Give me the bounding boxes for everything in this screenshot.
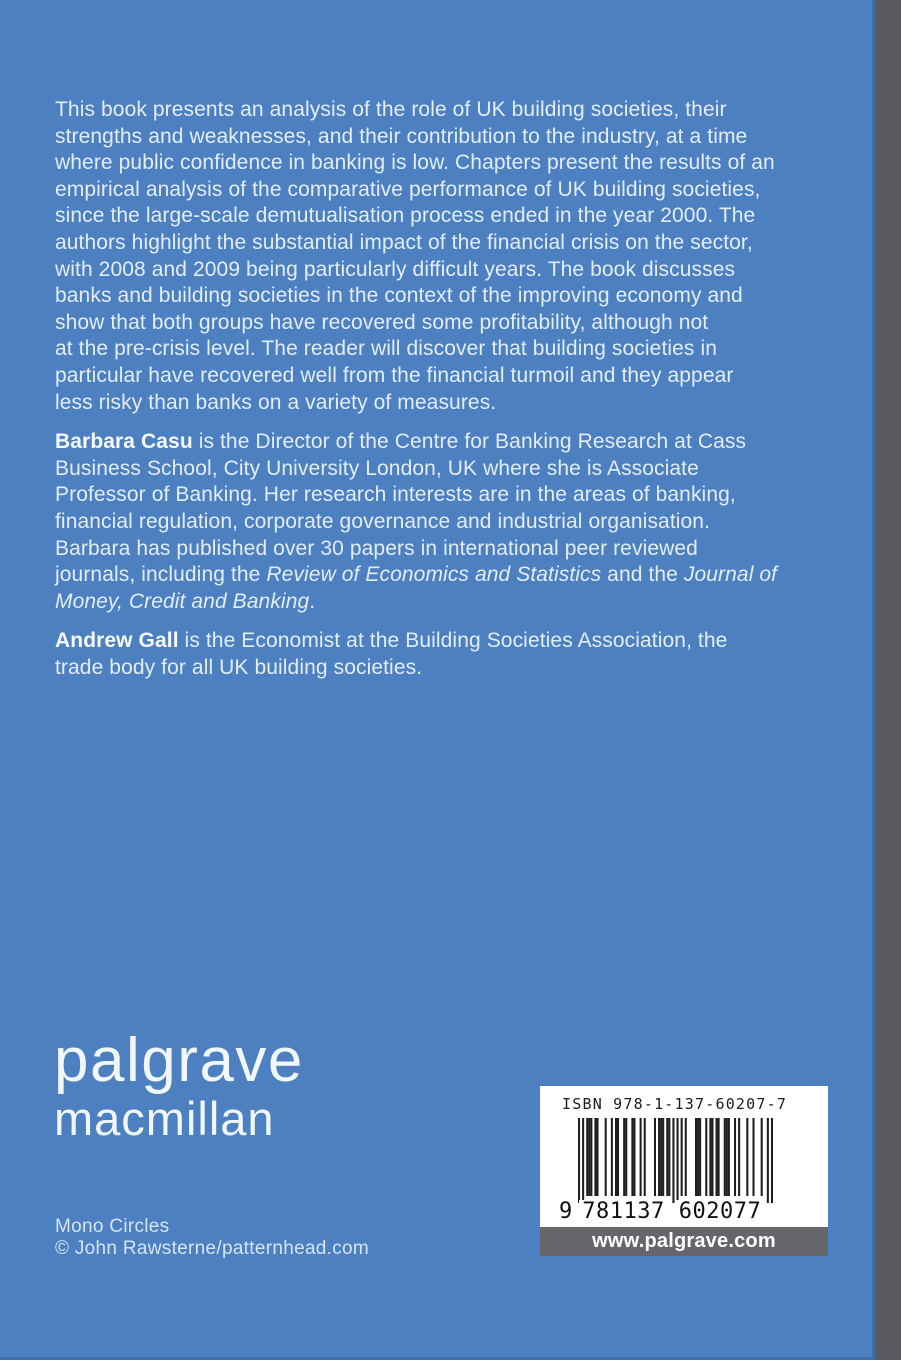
text-segment: Barbara Casu [55,430,193,454]
text-segment: is the Director of the Centre for Banking Research at Cass [192,430,747,454]
barcode-panel [540,1086,828,1227]
logo-palgrave: palgrave [54,1026,304,1095]
text-segment: . [309,589,316,613]
blurb-line [55,124,777,151]
isbn-label: ISBN 978-1-137-60207-7 [562,1095,788,1113]
credit-pattern-name: Mono Circles [55,1216,170,1237]
blurb-line [55,336,777,363]
blurb-line [55,283,777,310]
text-segment: particular have recovered well from the financial turmoil and they appear [55,363,734,387]
blurb-line [55,230,777,257]
cover-art-credit [55,1216,369,1260]
blurb-line [55,363,777,390]
barcode-digits-right: 602077 [676,1200,764,1224]
blurb-line [55,509,777,536]
text-segment: journals, including the [55,563,267,587]
text-segment: financial regulation, corporate governance and industrial organisation. [55,509,711,533]
text-segment: less risky than banks on a variety of measures. [55,390,497,414]
barcode-system-digit: 9 [559,1199,573,1224]
barcode-bars [578,1118,773,1203]
text-segment: show that both groups have recovered some profitability, although not [55,310,709,334]
spine-edge-strip [872,0,901,1360]
publisher-logo [54,1024,304,1144]
blurb-line [55,203,777,230]
text-segment: and the [601,563,684,587]
text-segment: Business School, City University London, UK where she is Associate [55,456,699,480]
text-segment: This book presents an analysis of the role of UK building societies, their [55,98,727,121]
blurb-line [55,177,777,204]
text-segment: since the large-scale demutualisation process ended in the year 2000. The [55,204,756,228]
text-segment: Barbara has published over 30 papers in international peer reviewed [55,536,698,560]
blurb-line [55,97,777,124]
text-segment: strengths and weaknesses, and their contribution to the industry, at a time [55,124,748,148]
blurb-line [55,562,777,589]
text-segment: Journal of [683,563,778,587]
blurb-paragraph [55,97,777,416]
text-segment: Review of Economics and Statistics [266,563,602,587]
blurb-line [55,310,777,337]
blurb-line [55,628,777,655]
text-segment: is the Economist at the Building Societies Association, the [178,629,728,653]
text-segment: at the pre-crisis level. The reader will discover that building societies in [55,337,718,361]
blurb-line [55,390,777,417]
blurb-line [55,150,777,177]
blurb-paragraph [55,628,777,681]
text-segment: banks and building societies in the context of the improving economy and [55,284,743,308]
blurb [55,97,777,694]
text-segment: with 2008 and 2009 being particularly difficult years. The book discusses [55,257,736,281]
text-segment: empirical analysis of the comparative performance of UK building societies, [55,177,761,201]
barcode-digits-left: 781137 [579,1200,667,1224]
barcode-digits [559,1199,773,1224]
blurb-line [55,429,777,456]
text-segment: where public confidence in banking is low. Chapters present the results of an [55,151,775,175]
blurb-line [55,655,777,682]
text-segment: Andrew Gall [55,629,179,653]
isbn-barcode-block [540,1086,828,1256]
credit-copyright: © John Rawsterne/patternhead.com [55,1238,370,1259]
text-segment: authors highlight the substantial impact of the financial crisis on the sector, [55,230,753,254]
blurb-line [55,482,777,509]
text-segment: Money, Credit and Banking [55,589,310,613]
blurb-paragraph [55,429,777,615]
blurb-line [55,589,777,616]
text-segment: trade body for all UK building societies. [55,655,423,679]
blurb-line [55,456,777,483]
text-segment: Professor of Banking. Her research interests are in the areas of banking, [55,483,736,507]
barcode-inner [559,1095,788,1224]
blurb-line [55,536,777,563]
publisher-website: www.palgrave.com [540,1227,828,1256]
logo-macmillan: macmillan [54,1092,275,1145]
blurb-line [55,257,777,284]
